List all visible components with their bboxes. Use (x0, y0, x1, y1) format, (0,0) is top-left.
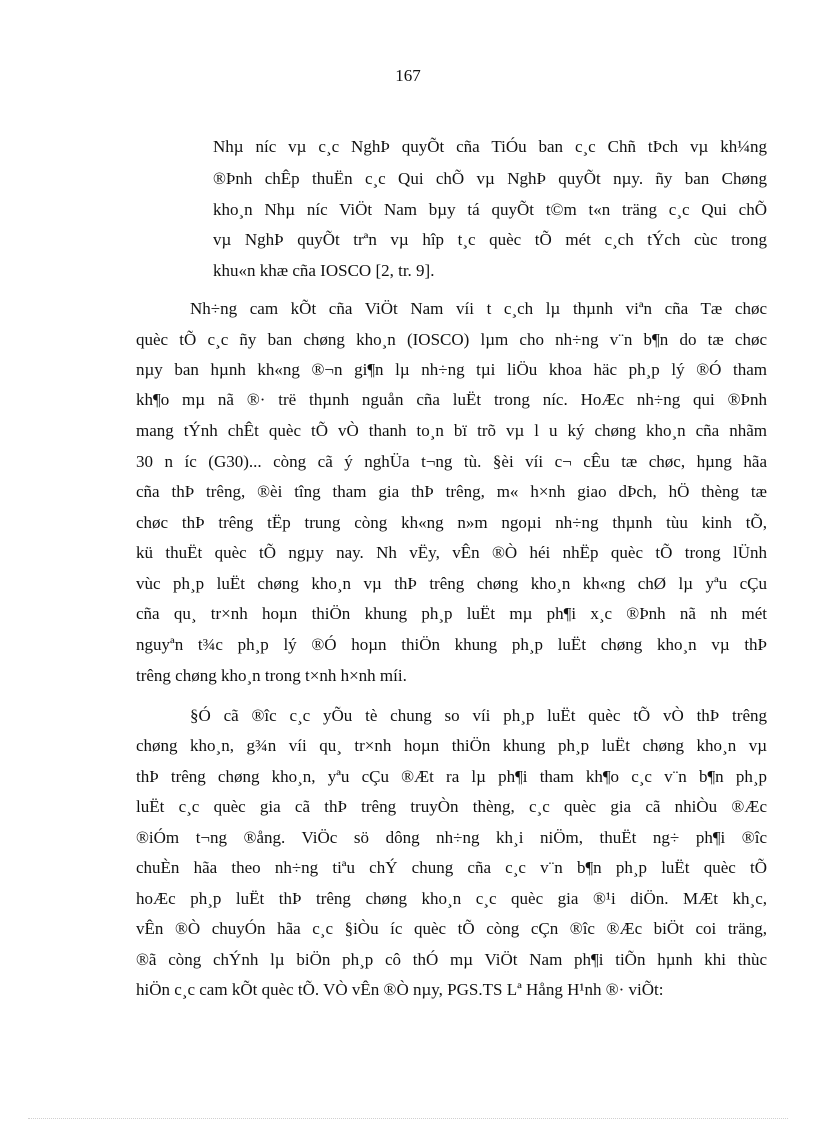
paragraph-line: hiÖn c¸c cam kÕt quèc tÕ. VÒ vÊn ®Ò nµy, PGS.TS Lª Hång H¹nh ®· viÕt: (136, 980, 664, 999)
paragraph-line: mang tÝnh chÊt quèc tÕ vÒ thanh to¸n bï trõ vµ l u ký chøng kho¸n cña nhãm (136, 421, 767, 440)
paragraph-line: vùc ph¸p luËt chøng kho¸n vµ thÞ trêng chøng kho¸n kh«ng chØ lµ yªu cÇu (136, 574, 767, 593)
paragraph-line: cña qu¸ tr×nh hoµn thiÖn khung ph¸p luËt mµ ph¶i x¸c ®Þnh nã nh mét (136, 604, 767, 623)
quote-line: ®Þnh chÊp thuËn c¸c Qui chÕ vµ NghÞ quyÕt nµy. ñy ban Chøng (213, 169, 767, 188)
paragraph-line: ®iÓm t¬ng ®ång. ViÖc sö dông nh÷ng kh¸i niÖm, thuËt ng÷ ph¶i ®îc (136, 828, 767, 847)
quote-line: Nhµ níc vµ c¸c NghÞ quyÕt cña TiÓu ban c¸c Chñ tÞch vµ kh¼ng (213, 137, 767, 156)
paragraph-line: chøng kho¸n, g¾n víi qu¸ tr×nh hoµn thiÖn khung ph¸p luËt chøng kho¸n vµ (136, 736, 767, 755)
page-bottom-rule (28, 1118, 788, 1119)
paragraph-line: trêng chøng kho¸n trong t×nh h×nh míi. (136, 666, 407, 685)
paragraph-line: vÊn ®Ò chuyÓn hãa c¸c §iÒu íc quèc tÕ còng cÇn ®îc ®Æc biÖt coi träng, (136, 919, 767, 938)
quote-line: kho¸n Nhµ níc ViÖt Nam bµy tá quyÕt t©m t«n träng c¸c Qui chÕ (213, 200, 767, 219)
paragraph-line: chøc thÞ trêng tËp trung còng kh«ng n»m ngoµi nh÷ng thµnh tùu kinh tÕ, (136, 513, 767, 532)
paragraph-line: quèc tÕ c¸c ñy ban chøng kho¸n (IOSCO) lµm cho nh÷ng v¨n b¶n do tæ chøc (136, 330, 767, 349)
paragraph-line: kü thuËt quèc tÕ ngµy nay. Nh vËy, vÊn ®Ò héi nhËp quèc tÕ trong lÜnh (136, 543, 767, 562)
paragraph-line: kh¶o mµ nã ®· trë thµnh nguån cña luËt trong níc. HoÆc nh÷ng qui ®Þnh (136, 390, 767, 409)
paragraph-line: cña thÞ trêng, ®èi tîng tham gia thÞ trêng, m« h×nh giao dÞch, hÖ thèng tæ (136, 482, 767, 501)
quote-line: khu«n khæ cña IOSCO [2, tr. 9]. (213, 261, 435, 280)
paragraph-line: nguyªn t¾c ph¸p lý ®Ó hoµn thiÖn khung ph¸p luËt chøng kho¸n vµ thÞ (136, 635, 767, 654)
paragraph-line: Nh÷ng cam kÕt cña ViÖt Nam víi t c¸ch lµ thµnh viªn cña Tæ chøc (190, 299, 767, 318)
paragraph-line: luËt c¸c quèc gia cã thÞ trêng truyÒn thèng, c¸c quèc gia cã nhiÒu ®Æc (136, 797, 767, 816)
paragraph-line: hoÆc ph¸p luËt thÞ trêng chøng kho¸n c¸c quèc gia ®¹i diÖn. MÆt kh¸c, (136, 889, 767, 908)
page-number: 167 (395, 66, 421, 85)
paragraph-line: chuÈn hãa theo nh÷ng tiªu chÝ chung cña c¸c v¨n b¶n ph¸p luËt quèc tÕ (136, 858, 767, 877)
paragraph-line: §Ó cã ®îc c¸c yÕu tè chung so víi ph¸p luËt quèc tÕ vÒ thÞ trêng (190, 706, 767, 725)
paragraph-line: 30 n íc (G30)... còng cã ý nghÜa t¬ng tù. §èi víi c¬ cÊu tæ chøc, hµng hãa (136, 452, 767, 471)
paragraph-line: ®ã còng chÝnh lµ biÖn ph¸p cô thÓ mµ ViÖt Nam ph¶i tiÕn hµnh khi thùc (136, 950, 767, 969)
paragraph-line: nµy ban hµnh kh«ng ®¬n gi¶n lµ nh÷ng tµi liÖu khoa häc ph¸p lý ®Ó tham (136, 360, 767, 379)
paragraph-line: thÞ trêng chøng kho¸n, yªu cÇu ®Æt ra lµ ph¶i tham kh¶o c¸c v¨n b¶n ph¸p (136, 767, 767, 786)
quote-line: vµ NghÞ quyÕt trªn vµ hîp t¸c quèc tÕ mét c¸ch tÝch cùc trong (213, 230, 767, 249)
